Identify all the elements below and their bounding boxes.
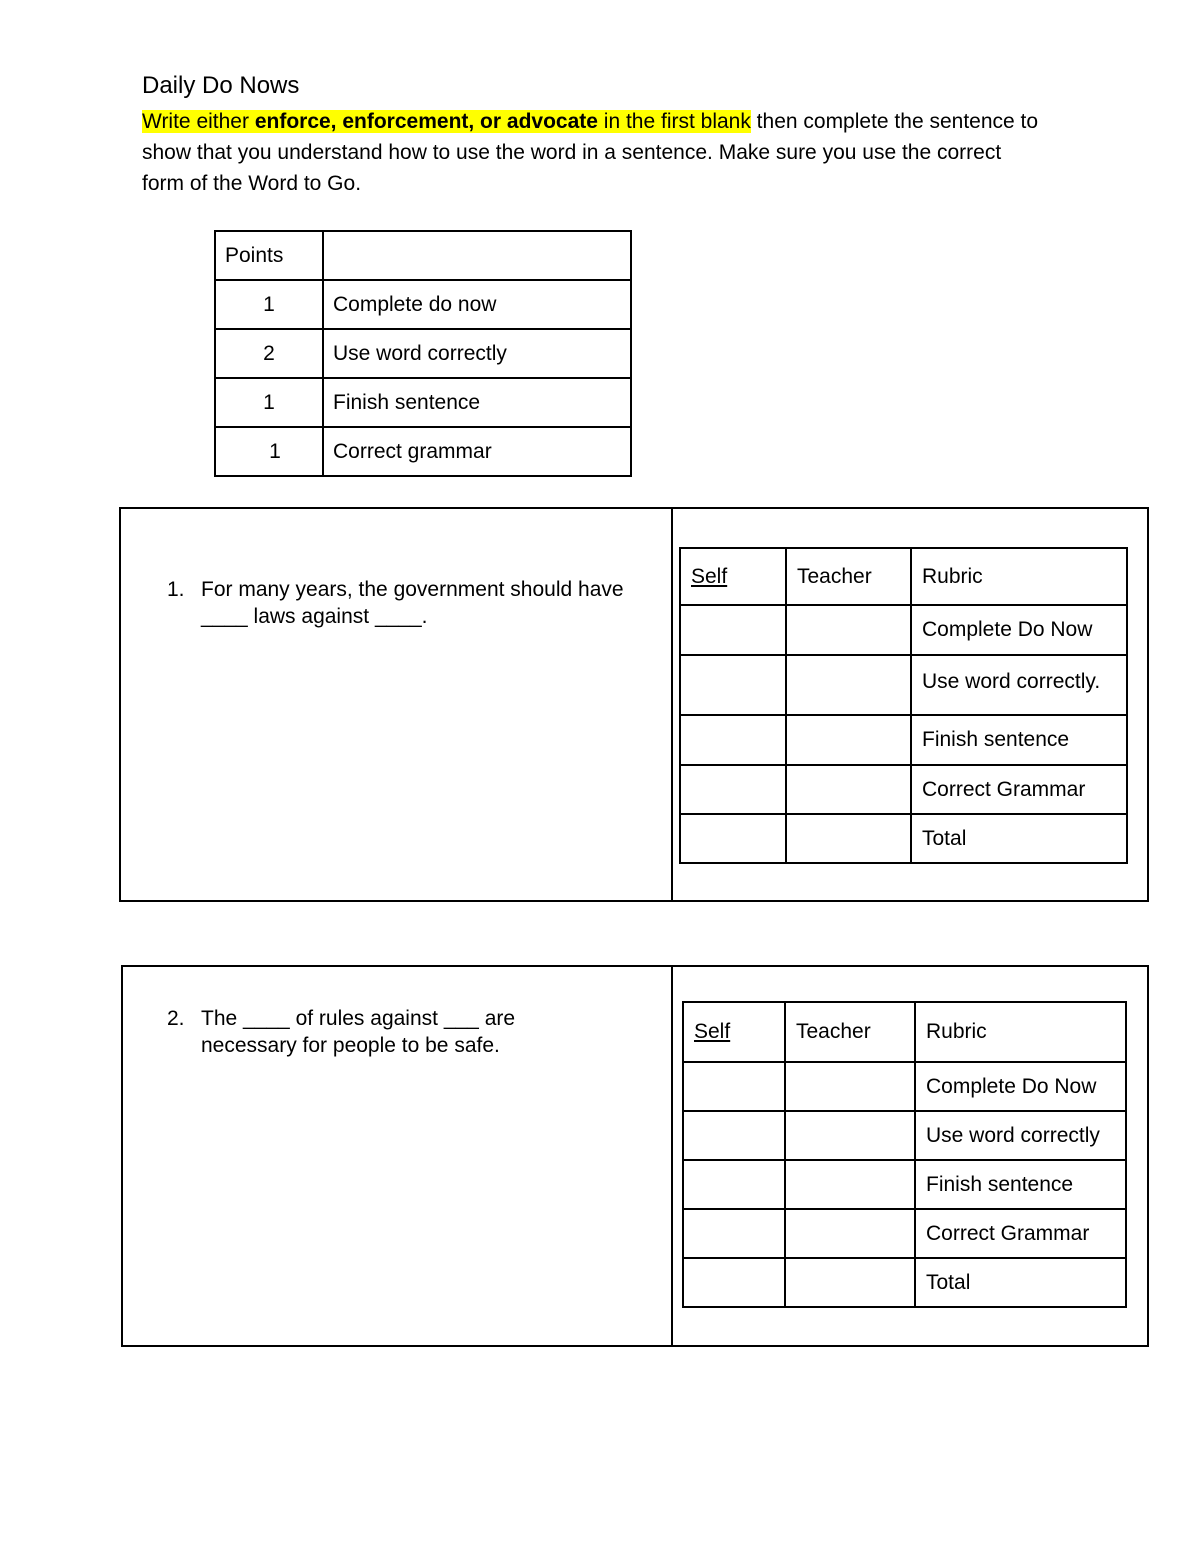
teacher-score-cell[interactable] xyxy=(786,814,911,863)
rubric-header-rubric: Rubric xyxy=(911,548,1127,605)
rubric-criterion: Total xyxy=(915,1258,1126,1307)
question-1 xyxy=(167,576,627,630)
rubric-criterion: Complete Do Now xyxy=(911,605,1127,655)
rubric-criterion: Finish sentence xyxy=(911,715,1127,765)
points-header-row xyxy=(215,231,631,280)
rubric-row xyxy=(680,765,1127,814)
points-label: Finish sentence xyxy=(323,378,631,427)
teacher-score-cell[interactable] xyxy=(786,765,911,814)
page-title: Daily Do Nows xyxy=(142,72,300,99)
rubric-criterion: Correct Grammar xyxy=(911,765,1127,814)
points-row xyxy=(215,280,631,329)
question-2 xyxy=(167,1005,567,1059)
points-value: 1 xyxy=(215,378,323,427)
question-2-divider xyxy=(671,967,673,1345)
self-score-cell[interactable] xyxy=(683,1209,785,1258)
rubric-criterion: Use word correctly xyxy=(915,1111,1126,1160)
self-score-cell[interactable] xyxy=(683,1160,785,1209)
points-value: 2 xyxy=(215,329,323,378)
points-table xyxy=(214,230,632,477)
rubric-criterion: Total xyxy=(911,814,1127,863)
self-score-cell[interactable] xyxy=(680,765,786,814)
teacher-score-cell[interactable] xyxy=(786,655,911,715)
instructions xyxy=(142,106,1042,199)
rubric-row xyxy=(683,1209,1126,1258)
self-score-cell[interactable] xyxy=(683,1258,785,1307)
rubric-header-self: Self xyxy=(680,548,786,605)
rubric-criterion: Use word correctly. xyxy=(911,655,1127,715)
question-1-text: For many years, the government should have ____ laws against ____. xyxy=(201,578,624,628)
question-1-divider xyxy=(671,509,673,900)
points-value: 1 xyxy=(215,427,323,476)
rubric-row xyxy=(680,655,1127,715)
self-score-cell[interactable] xyxy=(683,1062,785,1111)
points-label: Complete do now xyxy=(323,280,631,329)
question-2-text: The ____ of rules against ___ are necessary for people to be safe. xyxy=(201,1007,516,1057)
question-2-number: 2. xyxy=(167,1007,185,1030)
rubric-header-teacher: Teacher xyxy=(785,1002,915,1062)
points-label: Correct grammar xyxy=(323,427,631,476)
question-1-number: 1. xyxy=(167,578,185,601)
rubric-row xyxy=(683,1062,1126,1111)
self-score-cell[interactable] xyxy=(680,715,786,765)
teacher-score-cell[interactable] xyxy=(785,1209,915,1258)
points-row xyxy=(215,329,631,378)
teacher-score-cell[interactable] xyxy=(785,1062,915,1111)
rubric-criterion: Correct Grammar xyxy=(915,1209,1126,1258)
rubric-header-self: Self xyxy=(683,1002,785,1062)
rubric-criterion: Finish sentence xyxy=(915,1160,1126,1209)
rubric-table-1 xyxy=(679,547,1128,864)
instructions-word-list: enforce, enforcement, or advocate xyxy=(254,110,598,133)
instructions-part-2: in the first blank xyxy=(597,110,751,133)
teacher-score-cell[interactable] xyxy=(786,605,911,655)
rubric-row xyxy=(683,1111,1126,1160)
teacher-score-cell[interactable] xyxy=(786,715,911,765)
instructions-highlight xyxy=(142,110,751,133)
points-header-blank xyxy=(323,231,631,280)
rubric-header-teacher: Teacher xyxy=(786,548,911,605)
teacher-score-cell[interactable] xyxy=(785,1258,915,1307)
rubric-row xyxy=(683,1258,1126,1307)
rubric-table-2 xyxy=(682,1001,1127,1308)
points-value: 1 xyxy=(215,280,323,329)
rubric-header-rubric: Rubric xyxy=(915,1002,1126,1062)
self-score-cell[interactable] xyxy=(680,655,786,715)
instructions-part-1: Write either xyxy=(142,110,255,133)
instructions-part-3: then complete the sentence to show that you understand how to use the word in a sentence. Make sure you use the correct form of the Word to Go. xyxy=(142,110,1039,195)
rubric-row xyxy=(680,715,1127,765)
points-header: Points xyxy=(215,231,323,280)
rubric-row xyxy=(680,814,1127,863)
rubric-row xyxy=(683,1160,1126,1209)
rubric-header-row xyxy=(680,548,1127,605)
rubric-criterion: Complete Do Now xyxy=(915,1062,1126,1111)
teacher-score-cell[interactable] xyxy=(785,1111,915,1160)
self-score-cell[interactable] xyxy=(680,814,786,863)
rubric-row xyxy=(680,605,1127,655)
teacher-score-cell[interactable] xyxy=(785,1160,915,1209)
self-score-cell[interactable] xyxy=(683,1111,785,1160)
points-label: Use word correctly xyxy=(323,329,631,378)
points-row xyxy=(215,378,631,427)
points-row xyxy=(215,427,631,476)
self-score-cell[interactable] xyxy=(680,605,786,655)
rubric-header-row xyxy=(683,1002,1126,1062)
